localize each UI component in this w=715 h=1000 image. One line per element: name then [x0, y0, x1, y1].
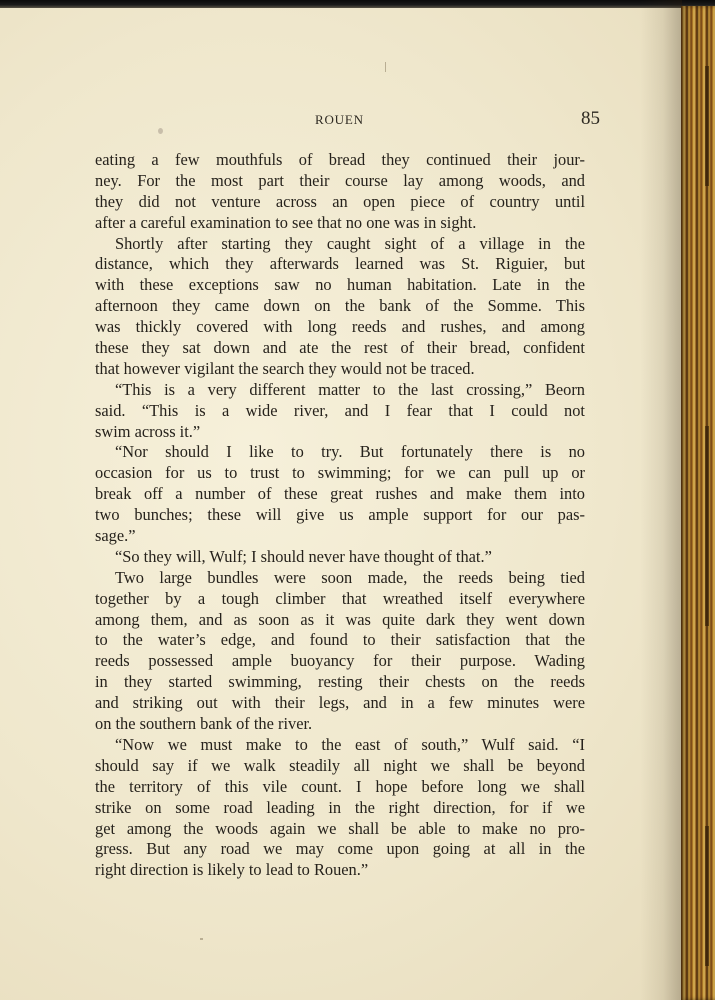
- spine-stain: [705, 66, 709, 186]
- text-line: distance, which they afterwards learned was St. Riguier, but: [95, 254, 585, 274]
- text-line: that however vigilant the search they would not be traced.: [95, 358, 475, 378]
- spine-stain: [705, 826, 709, 966]
- text-line: ney. For the most part their course lay among woods, and: [95, 170, 585, 190]
- text-line: break off a number of these great rushes and make them into: [95, 484, 585, 504]
- text-line: “So they will, Wulf; I should never have thought of that.”: [115, 546, 492, 566]
- text-line: sage.”: [95, 526, 136, 546]
- text-line: occasion for us to trust to swimming; for we can pull up or: [95, 463, 585, 483]
- spine-stain: [705, 426, 709, 626]
- book-spine-edge: [681, 6, 715, 1000]
- gutter-shadow: [640, 0, 682, 1000]
- page-top-edge-shadow: [0, 0, 715, 8]
- text-line: they did not venture across an open piece of country until: [95, 191, 585, 211]
- text-line: afternoon they came down on the bank of the Somme. This: [95, 296, 585, 316]
- print-speck: [200, 938, 203, 940]
- text-line: in they started swimming, resting their chests on the reeds: [95, 672, 585, 692]
- text-line: “Now we must make to the east of south,” Wulf said. “I: [115, 734, 585, 754]
- text-line: should say if we walk steadily all night we shall be beyond: [95, 755, 585, 775]
- text-line: after a careful examination to see that no one was in sight.: [95, 212, 477, 232]
- text-line: said. “This is a wide river, and I fear that I could not: [95, 400, 585, 420]
- text-line: the territory of this vile count. I hope before long we shall: [95, 776, 585, 796]
- text-line: among them, and as soon as it was quite dark they went down: [95, 609, 585, 629]
- text-line: swim across it.”: [95, 421, 201, 441]
- text-line: get among the woods again we shall be able to make no pro-: [95, 818, 585, 838]
- print-speck: [385, 62, 386, 72]
- text-line: eating a few mouthfuls of bread they continued their jour-: [95, 150, 585, 169]
- text-line: these they sat down and ate the rest of their bread, confident: [95, 338, 585, 358]
- running-title: ROUEN: [315, 112, 364, 127]
- text-line: reeds possessed ample buoyancy for their purpose. Wading: [95, 651, 585, 671]
- text-line: gress. But any road we may come upon going at all in the: [95, 839, 585, 859]
- text-line: “Nor should I like to try. But fortunately there is no: [115, 442, 585, 462]
- text-line: together by a tough climber that wreathed itself everywhere: [95, 588, 585, 608]
- text-line: with these exceptions saw no human habitation. Late in the: [95, 275, 585, 295]
- body-text: [95, 150, 585, 881]
- text-line: was thickly covered with long reeds and rushes, and among: [95, 317, 585, 337]
- text-line: “This is a very different matter to the last crossing,” Beorn: [115, 379, 585, 399]
- paper-spot: [158, 128, 163, 134]
- text-line: Two large bundles were soon made, the reeds being tied: [115, 567, 585, 587]
- text-line: Shortly after starting they caught sight of a village in the: [115, 233, 585, 253]
- text-line: two bunches; these will give us ample support for our pas-: [95, 505, 585, 525]
- page-number: 85: [581, 108, 600, 129]
- text-line: to the water’s edge, and found to their satisfaction that the: [95, 630, 585, 650]
- text-line: on the southern bank of the river.: [95, 714, 313, 734]
- text-line: strike on some road leading in the right direction, for if we: [95, 797, 585, 817]
- text-line: and striking out with their legs, and in a few minutes were: [95, 693, 585, 713]
- text-line: right direction is likely to lead to Rouen.”: [95, 860, 369, 880]
